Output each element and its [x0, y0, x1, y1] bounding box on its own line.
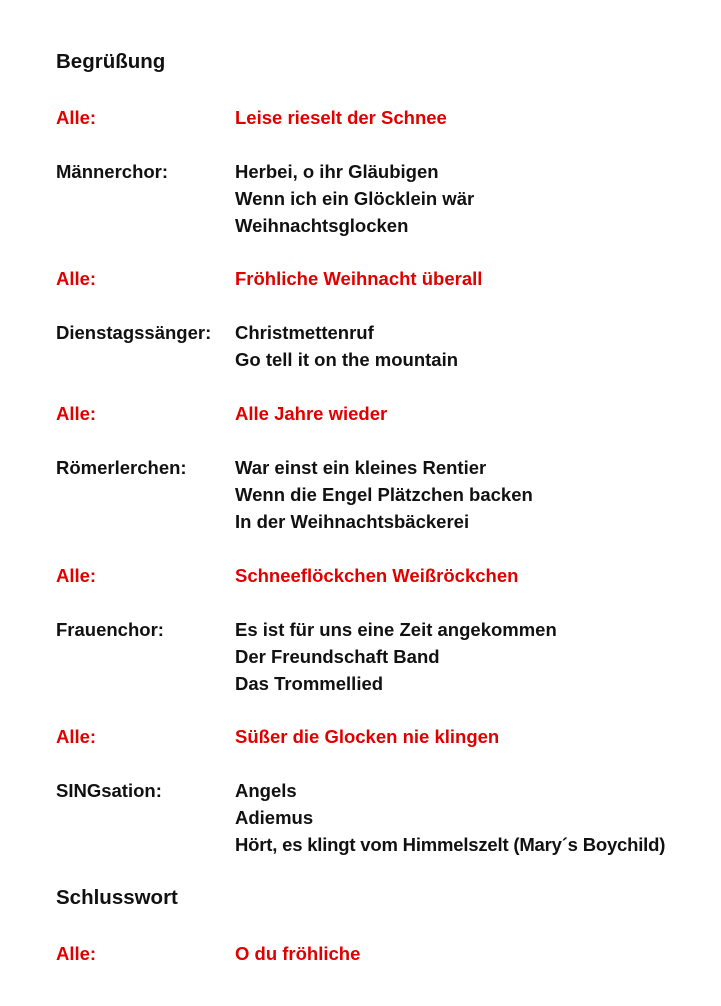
song-title: Süßer die Glocken nie klingen — [235, 726, 500, 747]
song-title: Der Freundschaft Band — [235, 646, 440, 667]
song-list — [235, 265, 482, 292]
performer-label: Alle: — [56, 403, 97, 424]
song-list — [235, 723, 499, 750]
song-title: Leise rieselt der Schnee — [235, 107, 447, 128]
song-title: In der Weihnachtsbäckerei — [235, 511, 470, 532]
performer-label: Alle: — [56, 107, 97, 128]
song-list — [235, 104, 447, 131]
song-title: Schneeflöckchen Weißröckchen — [235, 565, 519, 586]
song-title: Alle Jahre wieder — [235, 403, 388, 424]
song-list — [235, 454, 533, 535]
song-title: Es ist für uns eine Zeit angekommen — [235, 619, 557, 640]
greeting-heading: Begrüßung — [56, 50, 166, 73]
song-title: Das Trommellied — [235, 673, 384, 694]
song-list — [235, 940, 360, 967]
song-title: Adiemus — [235, 807, 314, 828]
song-title: Fröhliche Weihnacht überall — [235, 268, 483, 289]
song-list — [235, 400, 387, 427]
song-list — [235, 777, 665, 858]
song-title: Wenn die Engel Plätzchen backen — [235, 484, 533, 505]
performer-label: Frauenchor: — [56, 619, 164, 640]
performer-label: Alle: — [56, 268, 97, 289]
song-list — [235, 562, 518, 589]
song-title: Hört, es klingt vom Himmelszelt (Mary´s Boychild) — [235, 834, 666, 855]
performer-label: Alle: — [56, 726, 97, 747]
song-title: O du fröhliche — [235, 943, 361, 964]
performer-label: Alle: — [56, 565, 97, 586]
closing-heading: Schlusswort — [56, 886, 178, 909]
song-title: Angels — [235, 780, 297, 801]
performer-label: Dienstagssänger: — [56, 322, 212, 343]
performer-label: Alle: — [56, 943, 97, 964]
song-title: War einst ein kleines Rentier — [235, 457, 487, 478]
song-title: Herbei, o ihr Gläubigen — [235, 161, 439, 182]
song-title: Go tell it on the mountain — [235, 349, 459, 370]
song-list — [235, 319, 458, 373]
performer-label: Römerlerchen: — [56, 457, 187, 478]
song-list — [235, 158, 474, 239]
song-list — [235, 616, 557, 697]
performer-label: Männerchor: — [56, 161, 169, 182]
song-title: Wenn ich ein Glöcklein wär — [235, 188, 475, 209]
performer-label: SINGsation: — [56, 780, 162, 801]
song-title: Weihnachtsglocken — [235, 215, 409, 236]
song-title: Christmettenruf — [235, 322, 374, 343]
